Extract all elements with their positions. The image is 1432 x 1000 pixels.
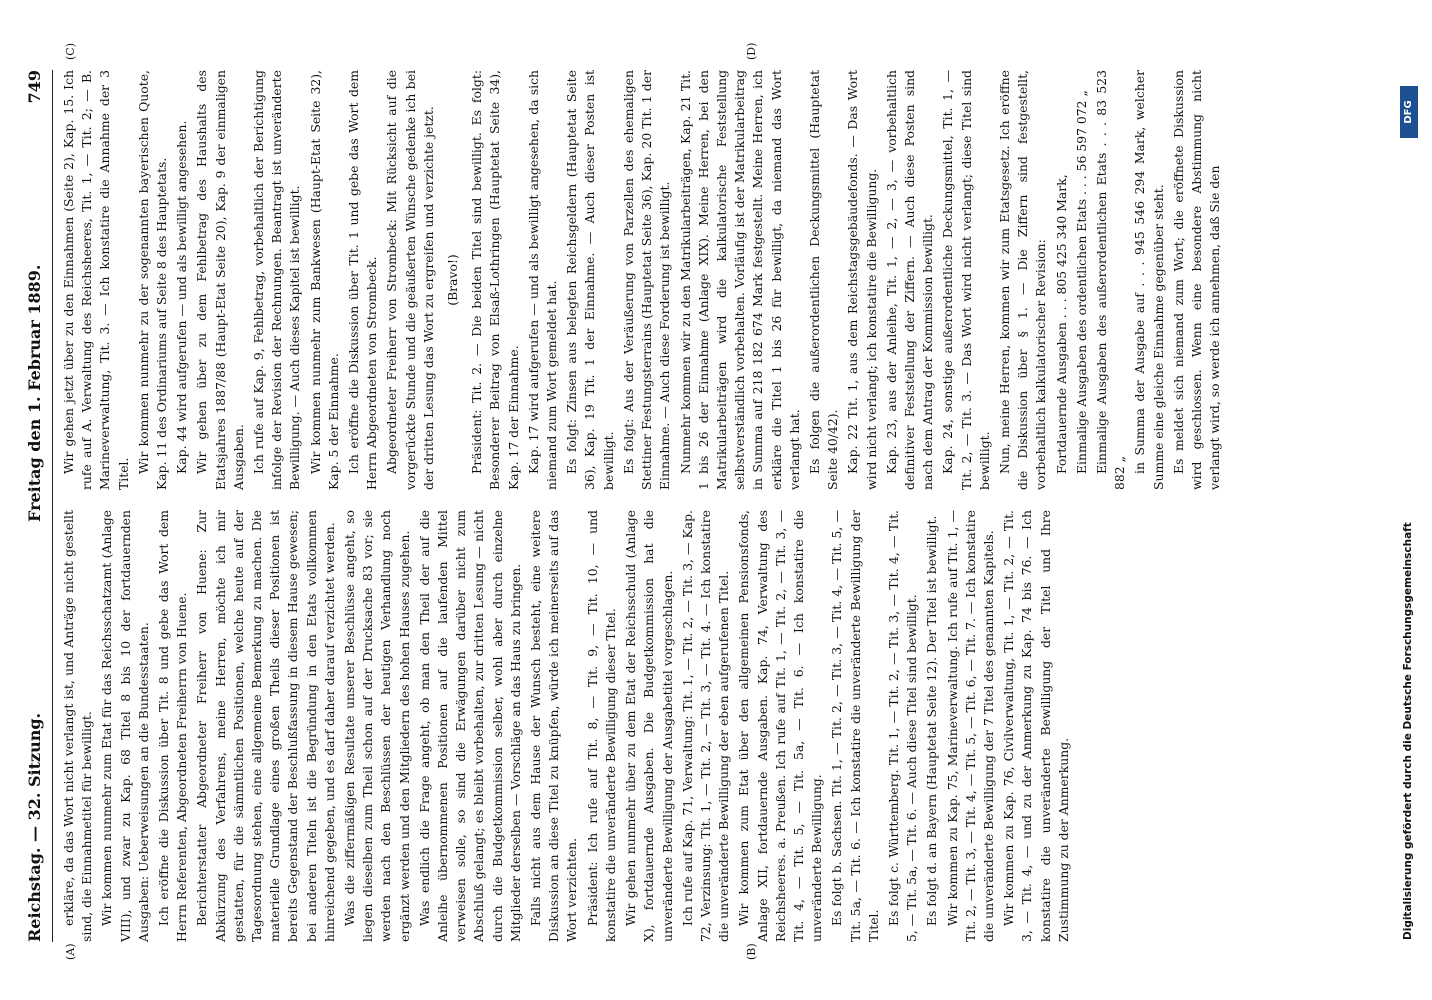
paragraph: Nun, meine Herren, kommen wir zum Etatsgesetz. Ich eröffne die Diskussion über § 1. — Die Ziffern sind festgestellt, vorbehaltlich kalkulatorischer Revision: [996, 70, 1049, 490]
paragraph: Einmalige Ausgaben des außerordentlichen Etats . . . 83 523 882 „ [1093, 70, 1128, 490]
paragraph: Es folgt b. Sachsen. Tit. 1, — Tit. 2, — Tit. 3, — Tit. 4, — Tit. 5, — Tit. 5a, — Tit. 6. — Ich konstatire die unveränderte Bewilligung der Titel. [829, 510, 881, 942]
header-center: Freitag den 1. Februar 1889. [25, 264, 44, 522]
paragraph: Wir kommen nunmehr zum Bankwesen (Haupt-Etat Seite 32), Kap. 5 der Einnahme. [307, 70, 341, 490]
paragraph: Kap. 17 wird aufgerufen — und als bewilligt angesehen, da sich niemand zum Wort gemeldet hat. [525, 70, 560, 490]
paragraph: Es folgt c. Württemberg. Tit. 1, — Tit. 2, — Tit. 3, — Tit. 4, — Tit. 5, — Tit. 5a, — Tit. 6. — Auch diese Titel sind bewilligt. [885, 510, 920, 942]
marker-d: (D) [745, 42, 758, 60]
paragraph: in Summa der Ausgabe auf . . . 945 546 294 Mark, welcher Summe eine gleiche Einnahme gegenüber steht. [1132, 70, 1166, 490]
paragraph: Es folgen die außerordentlichen Deckungsmittel (Hauptetat Seite 40/42). [806, 70, 841, 490]
paragraph: Wir gehen jetzt über zu den Einnahmen (Seite 2), Kap. 15. Ich rufe auf A. Verwaltung des Reichsheeres, Tit. 1, — Tit. 2; — B. Marineverwaltung, Tit. 3. — Ich konstatire die Annahme der 3 Titel. [61, 70, 131, 490]
paragraph: Berichterstatter Abgeordneter Freiherr von Huene: Zur Abkürzung des Verfahrens, meine Herren, möchte ich mir gestatten, für die sämmtlichen Positionen, welche heute auf der Tagesordnung stehen, eine allgemeine Bemerkung zu machen. Die materielle Grundlage eines großen Theils dieser Positionen ist bereits Gegenstand der Beschlußfassung in diesem Hause gewesen; bei anderen Titeln ist die Begründung in den Etats vollkommen hinreichend gegeben, und es darf daher darauf verzichtet werden. [194, 510, 337, 942]
paragraph: Falls nicht aus dem Hause der Wunsch besteht, eine weitere Diskussion an diese Titel zu knüpfen, würde ich meinerseits auf das Wort verzichten. [528, 510, 580, 942]
paragraph: Kap. 44 wird aufgerufen — und als bewilligt angesehen. [174, 120, 190, 474]
paragraph: Was endlich die Frage angeht, ob man den Theil der auf die Anleihe übernommenen Positionen auf die laufenden Mittel verweisen solle, so sind die Erwägungen darüber nicht zum Abschluß gelangt; es bleibt vorbehalten, zur dritten Lesung — nicht durch die Budgetkommission selber, wohl aber durch einzelne Mitglieder derselben — Vorschläge an das Haus zu bringen. [416, 510, 523, 942]
paragraph: erkläre, da das Wort nicht verlangt ist, und Anträge nicht gestellt sind, die Einnahmetitel für bewilligt. [61, 510, 95, 942]
paragraph: Kap. 22 Tit. 1, aus dem Reichstagsgebäudefonds. — Das Wort wird nicht verlangt; ich konstatire die Bewilligung. [845, 70, 879, 490]
marker-b: (B) [745, 943, 758, 960]
paragraph: Wir kommen zum Etat über den allgemeinen Pensionsfonds, Anlage XII, fortdauernde Ausgaben. Kap. 74, Verwaltung des Reichsheeres. a. Preußen. Ich rufe auf Tit. 1, — Tit. 2, — Tit. 3, — Tit. 4, — Tit. 5, — Tit. 5a, — Tit. 6. — Ich konstatire die unveränderte Bewilligung. [736, 510, 825, 942]
paragraph: Ich rufe auf Kap. 71, Verwaltung: Tit. 1, — Tit. 2, — Tit. 3, — Kap. 72, Verzinsung: Tit. 1, — Tit. 2, — Tit. 3, — Tit. 4. — Ich konstatire die unveränderte Bewilligung der eben aufgerufenen Titel. [679, 510, 732, 942]
marker-c: (C) [64, 43, 77, 60]
paragraph: Wir kommen zu Kap. 76, Civilverwaltung, Tit. 1, — Tit. 2, — Tit. 3, — Tit. 4, — und zu der Anmerkung zu Kap. 74 bis 76. — Ich konstatire die unveränderte Bewilligung der Titel und Ihre Zustimmung zu der Anmerkung. [1001, 510, 1071, 942]
paragraph: Es folgt: Zinsen aus belegten Reichsgeldern (Hauptetat Seite 36), Kap. 19 Tit. 1 der Einnahme. — Auch dieser Posten ist bewilligt. [564, 70, 616, 490]
marker-a: (A) [64, 943, 77, 960]
paragraph: Kap. 24, sonstige außerordentliche Deckungsmittel, Tit. 1, — Tit. 2, — Tit. 3. — Das Wort wird nicht verlangt; diese Titel sind bewilligt. [940, 70, 992, 490]
paragraph: Wir gehen über zu dem Fehlbetrag des Haushalts des Etatsjahres 1887/88 (Haupt-Etat Seite 20), Kap. 9 der einmaligen Ausgaben. [194, 70, 246, 490]
paragraph: Präsident: Ich rufe auf Tit. 8, — Tit. 9, — Tit. 10, — und konstatire die unveränderte Bewilligung dieser Titel. [584, 510, 618, 942]
paragraph: Ich eröffne die Diskussion über Tit. 8 und gebe das Wort dem Herrn Referenten, Abgeordneten Freiherrn von Huene. [156, 510, 190, 942]
paragraph: Wir gehen nunmehr über zu dem Etat der Reichsschuld (Anlage X), fortdauernde Ausgaben. Die Budgetkommission hat die unveränderte Bewilligung der Ausgabetitel vorgeschlagen. [623, 510, 675, 942]
paragraph: Kap. 23, aus der Anleihe, Tit. 1, — 2, — 3, — vorbehaltlich definitiver Feststellung der Ziffern. — Auch diese Posten sind nach dem Antrag der Kommission bewilligt. [883, 70, 936, 490]
right-column [60, 70, 1226, 490]
paragraph: Ich eröffne die Diskussion über Tit. 1 und gebe das Wort dem Herrn Abgeordneten von Strombeck. [346, 70, 380, 490]
paragraph: Fortdauernde Ausgaben . . . 805 425 340 Mark, [1053, 174, 1069, 474]
paragraph: Was die ziffermäßigen Resultate unserer Beschlüsse angeht, so liegen dieselben zum Theil schon auf der Drucksache 83 vor; sie werden nach den Beschlüssen der heutigen Verhandlung noch ergänzt werden und den Mitgliedern des hohen Hauses zugehen. [342, 510, 412, 942]
paragraph: Präsident: Tit. 2. — Die beiden Titel sind bewilligt. Es folgt: Besonderer Beitrag von Elsaß-Lothringen (Hauptetat Seite 34), Kap. 17 der Einnahme. [469, 70, 521, 490]
paragraph: Es folgt: Aus der Veräußerung von Parzellen des ehemaligen Stettiner Festungsterrains (Hauptetat Seite 36), Kap. 20 Tit. 1 der Einnahme. — Auch diese Forderung ist bewilligt. [620, 70, 673, 490]
paragraph: Abgeordneter Freiherr von Strombeck: Mit Rücksicht auf die vorgerückte Stunde und die geäußerten Wünsche gedenke ich bei der dritten Lesung das Wort zu ergreifen und verzichte jetzt. [384, 70, 436, 490]
paragraph: (Bravo!) [445, 254, 461, 306]
page-header [22, 70, 53, 942]
dfg-logo: DFG [1400, 86, 1418, 138]
paragraph: Es meldet sich niemand zum Wort; die eröffnete Diskussion wird geschlossen. Wenn eine besondere Abstimmung nicht verlangt wird, so werde ich annehmen, daß Sie den [1170, 70, 1223, 490]
paragraph: Nunmehr kommen wir zu den Matrikularbeiträgen, Kap. 21 Tit. 1 bis 26 der Einnahme (Anlage XIX). Meine Herren, bei den Matrikularbeiträgen wird die kalkulatorische Feststellung selbstverständlich vorbehalten. Vorläufig ist der Matrikularbeitrag in Summa auf 218 182 674 Mark festgestellt. Meine Herren, ich erkläre die Titel 1 bis 26 für bewilligt, da niemand das Wort verlangt hat. [677, 70, 802, 490]
page-number: 749 [25, 70, 44, 104]
paragraph: Ich rufe auf Kap. 9, Fehlbetrag, vorbehaltlich der Berichtigung infolge der Revision der Rechnungen. Beantragt ist unveränderte Bewilligung. — Auch dieses Kapitel ist bewilligt. [251, 70, 303, 490]
paragraph: Einmalige Ausgaben des ordentlichen Etats . . . 56 597 072 „ [1073, 90, 1089, 474]
digitization-credit: Digitalisierung gefördert durch die Deutsche Forschungsgemeinschaft [1402, 522, 1414, 940]
paragraph: Es folgt d. an Bayern (Hauptetat Seite 12). Der Titel ist bewilligt. [924, 515, 940, 926]
paragraph: Wir kommen nunmehr zu der sogenannten bayerischen Quote, Kap. 11 des Ordinariums auf Seite 8 des Hauptetats. [135, 70, 170, 490]
left-column [60, 510, 1075, 942]
paragraph: Wir kommen zu Kap. 75, Marineverwaltung. Ich rufe auf Tit. 1, — Tit. 2, — Tit. 3, — Tit. 4, — Tit. 5, — Tit. 6, — Tit. 7. — Ich konstatire die unveränderte Bewilligung der 7 Titel des genannten Kapitels. [944, 510, 996, 942]
paragraph: Wir kommen nunmehr zum Etat für das Reichsschatzamt (Anlage VIII), und zwar zu Kap. 68 Titel 8 bis 10 der fortdauernden Ausgaben: Ueberweisungen an die Bundesstaaten. [99, 510, 151, 942]
header-left: Reichstag. — 32. Sitzung. [25, 712, 44, 942]
